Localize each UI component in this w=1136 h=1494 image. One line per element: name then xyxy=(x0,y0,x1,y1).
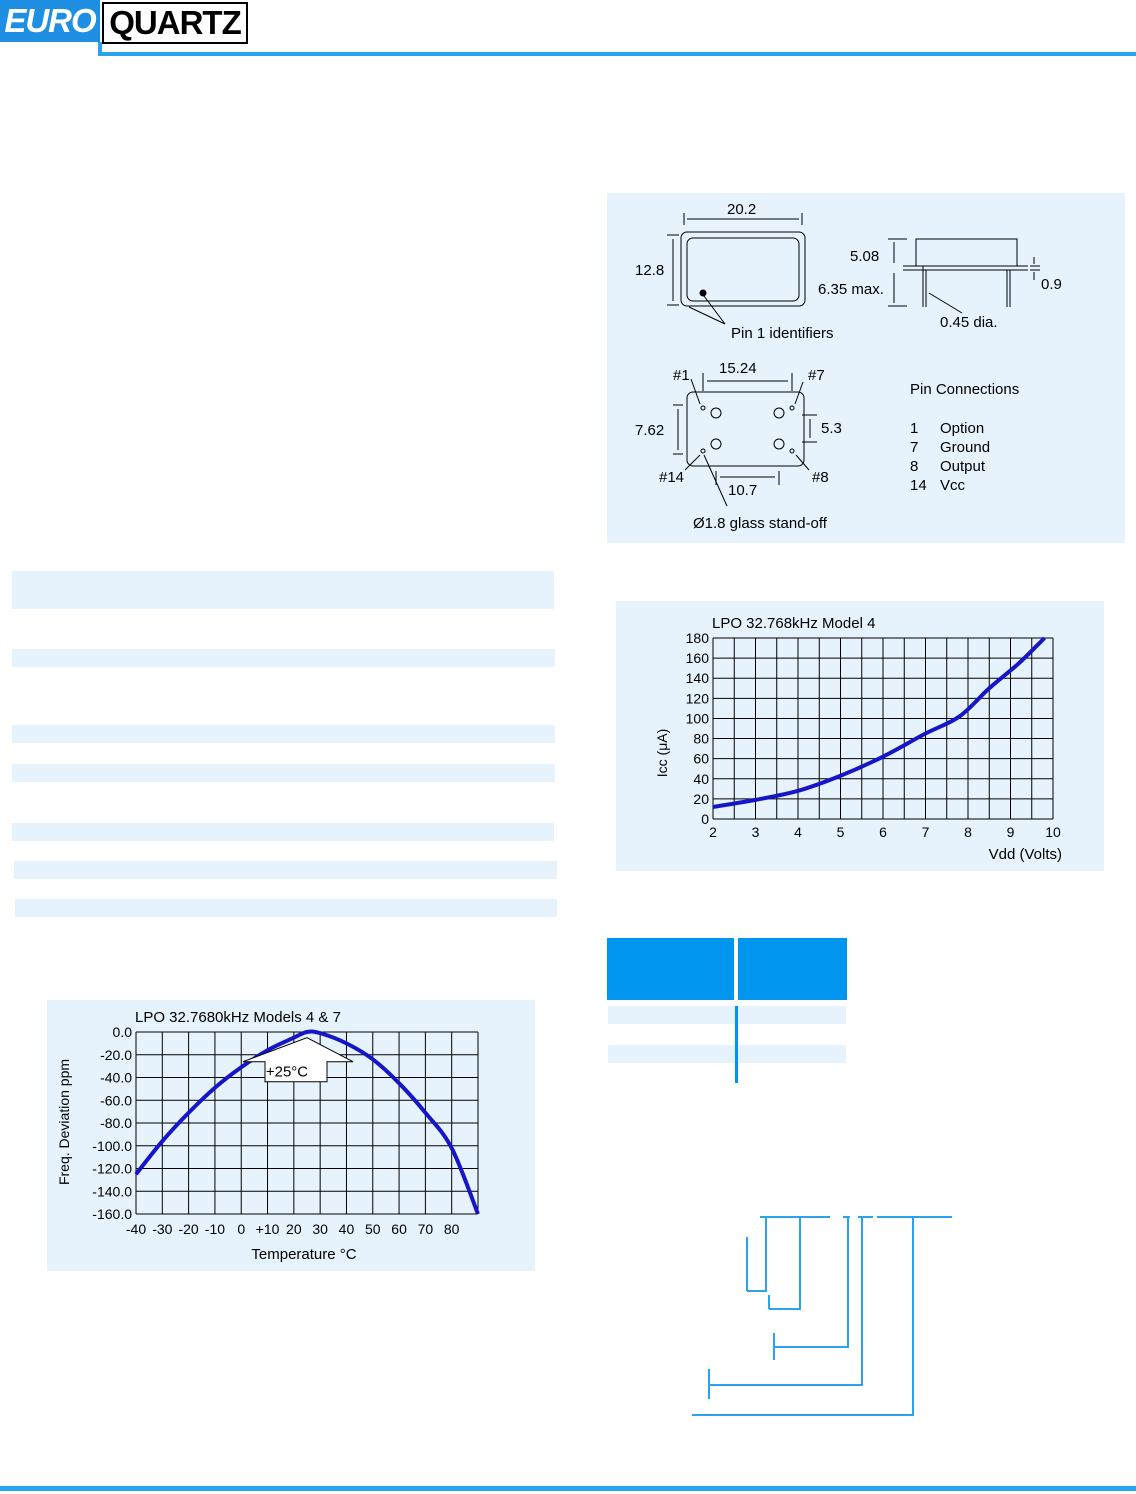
x-tick-label: 50 xyxy=(364,1221,381,1237)
annotation-label: +25°C xyxy=(265,1063,309,1081)
header-rule xyxy=(98,52,1136,56)
pin-1-label: #1 xyxy=(673,367,690,384)
spec-table-row xyxy=(12,725,555,743)
icc-chart xyxy=(616,601,1104,871)
x-tick-label: -10 xyxy=(204,1221,226,1237)
pin-name: Option xyxy=(940,420,985,437)
spec-table-row xyxy=(14,861,557,879)
x-tick-label: 4 xyxy=(794,824,802,840)
pin-num: 14 xyxy=(910,477,927,494)
pin-num: 7 xyxy=(910,439,919,456)
y-tick-label: 100 xyxy=(685,710,709,727)
y-tick-label: 140 xyxy=(685,670,709,687)
y-tick-label: 60 xyxy=(693,750,709,767)
x-tick-label: 0 xyxy=(237,1221,246,1237)
x-tick-label: 6 xyxy=(879,824,887,840)
y-tick-label: 80 xyxy=(693,730,709,747)
x-tick-label: -40 xyxy=(125,1221,147,1237)
dim-inner-y: 5.3 xyxy=(821,420,842,437)
y-tick-label: 180 xyxy=(685,630,709,646)
y-axis-label: Icc (μA) xyxy=(654,728,670,778)
dim-height: 12.8 xyxy=(635,262,665,279)
x-tick-label: 5 xyxy=(836,824,845,840)
y-tick-label: -120.0 xyxy=(92,1160,132,1177)
part-number-diagram xyxy=(680,1205,970,1425)
spec-table-row xyxy=(12,823,554,841)
x-tick-label: 8 xyxy=(964,824,972,840)
y-tick-label: -160.0 xyxy=(92,1206,132,1222)
x-tick-label: -20 xyxy=(178,1221,199,1237)
standoff-label: Ø1.8 glass stand-off xyxy=(693,515,827,532)
dim-pin-spacing-y: 7.62 xyxy=(635,422,665,439)
pin-7-label: #7 xyxy=(808,367,825,384)
table-divider xyxy=(735,1006,738,1083)
pin-name: Output xyxy=(940,458,986,475)
table-row xyxy=(608,1045,846,1063)
dim-width: 20.2 xyxy=(727,201,757,218)
logo-euro: EURO xyxy=(0,0,100,42)
y-tick-label: -60.0 xyxy=(100,1092,132,1109)
pin-connections-title: Pin Connections xyxy=(910,381,1020,398)
y-tick-label: 120 xyxy=(685,690,709,707)
outline-drawing-panel xyxy=(607,193,1125,543)
y-tick-label: -80.0 xyxy=(100,1115,132,1131)
spec-table-row xyxy=(12,764,555,782)
x-tick-label: 7 xyxy=(921,824,930,840)
x-tick-label: 60 xyxy=(391,1221,407,1237)
dim-body-height: 5.08 xyxy=(850,248,880,265)
chart-title: LPO 32.7680kHz Models 4 & 7 xyxy=(135,1009,341,1026)
y-tick-label: -20.0 xyxy=(100,1046,132,1063)
spec-table-row xyxy=(15,899,557,917)
outline-drawing xyxy=(607,193,1125,543)
pin1-label: Pin 1 identifiers xyxy=(731,325,834,342)
logo-quartz: QUARTZ xyxy=(102,2,248,44)
spec-table-row xyxy=(12,649,555,667)
pin-num: 8 xyxy=(910,458,919,475)
icc-chart-panel xyxy=(616,601,1104,871)
x-tick-label: 70 xyxy=(417,1221,434,1237)
y-tick-label: -140.0 xyxy=(92,1183,132,1200)
pin-14-label: #14 xyxy=(659,469,685,486)
x-tick-label: 20 xyxy=(286,1221,302,1237)
dim-pin-spacing-x: 15.24 xyxy=(719,360,757,377)
y-axis-label: Freq. Deviation ppm xyxy=(56,1058,72,1186)
table-header-cell xyxy=(738,938,847,1000)
x-axis-label: Vdd (Volts) xyxy=(988,846,1062,863)
series-line xyxy=(713,638,1045,807)
dim-inner-x: 10.7 xyxy=(728,482,758,499)
freq-deviation-chart xyxy=(47,1000,535,1271)
y-tick-label: 0.0 xyxy=(112,1024,132,1040)
x-tick-label: 9 xyxy=(1006,824,1015,840)
x-tick-label: 2 xyxy=(709,824,717,840)
x-tick-label: 10 xyxy=(1045,824,1061,840)
y-tick-label: 0 xyxy=(701,811,709,827)
y-tick-label: 40 xyxy=(693,770,709,787)
y-tick-label: -40.0 xyxy=(100,1069,132,1086)
table-header-cell xyxy=(607,938,734,1000)
chart-title: LPO 32.768kHz Model 4 xyxy=(712,615,876,632)
x-tick-label: -30 xyxy=(152,1221,173,1237)
footer-rule xyxy=(0,1486,1136,1491)
y-tick-label: -100.0 xyxy=(92,1137,132,1154)
grid xyxy=(713,638,1053,819)
x-tick-label: 30 xyxy=(312,1221,328,1237)
table-row xyxy=(608,1006,846,1024)
pin-8-label: #8 xyxy=(812,469,829,486)
pin1-dot xyxy=(700,290,707,297)
dim-pin-dia: 0.45 dia. xyxy=(940,314,998,331)
x-tick-label: 80 xyxy=(443,1221,460,1237)
dim-max-height: 6.35 max. xyxy=(818,281,884,298)
pin-name: Vcc xyxy=(940,477,966,494)
x-tick-label: 40 xyxy=(338,1221,355,1237)
spec-table-header xyxy=(12,571,554,609)
pin-name: Ground xyxy=(940,439,991,456)
freq-chart-panel xyxy=(47,1000,535,1271)
x-tick-label: +10 xyxy=(255,1221,280,1237)
y-tick-label: 160 xyxy=(685,650,709,667)
x-tick-label: 3 xyxy=(751,824,760,840)
dim-standoff: 0.9 xyxy=(1041,276,1062,293)
pin-num: 1 xyxy=(910,420,919,437)
x-axis-label: Temperature °C xyxy=(251,1246,357,1263)
y-tick-label: 20 xyxy=(693,790,709,807)
